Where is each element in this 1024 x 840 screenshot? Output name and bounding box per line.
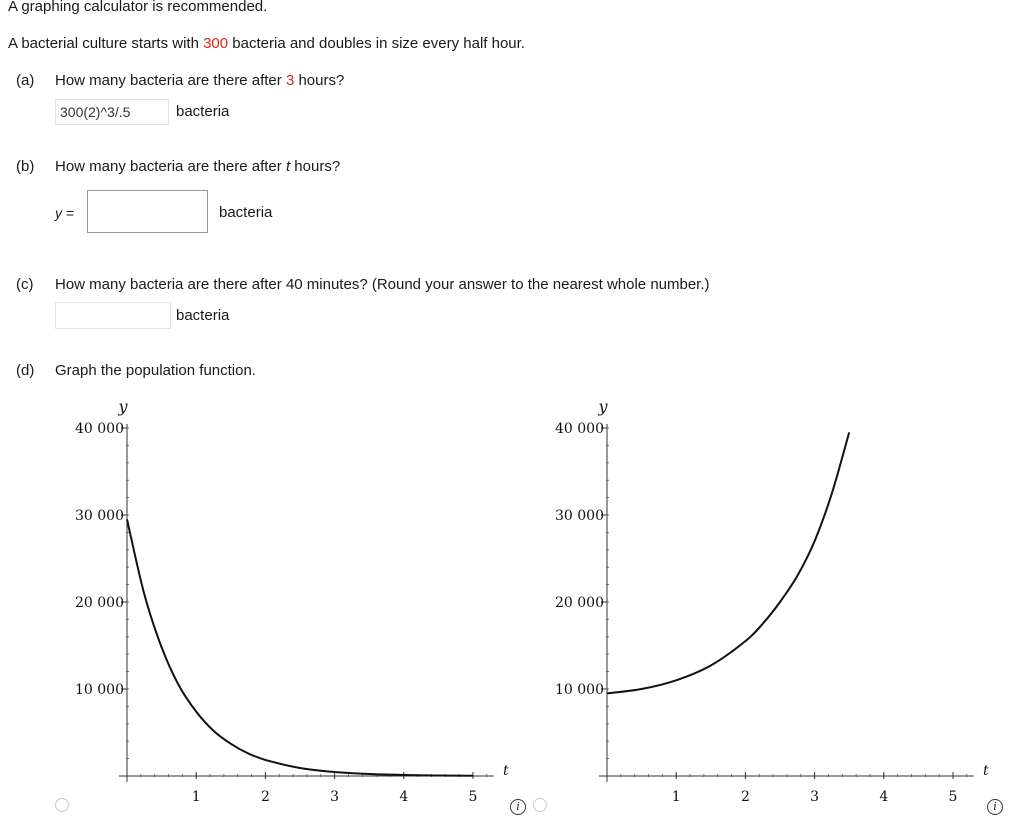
y-axis-label: y bbox=[598, 397, 608, 416]
x-axis-label: t bbox=[502, 763, 509, 779]
part-a-question-after: hours? bbox=[294, 72, 345, 89]
part-b-variable: t bbox=[285, 158, 291, 175]
problem-intro-before: A bacterial culture starts with bbox=[8, 35, 204, 52]
part-a-answer-input[interactable] bbox=[55, 99, 169, 125]
y-tick-label: 10 000 bbox=[555, 682, 604, 698]
part-b-question bbox=[55, 158, 340, 175]
graph-option-2[interactable] bbox=[520, 390, 990, 810]
y-tick-label: 40 000 bbox=[555, 421, 604, 437]
part-b-lhs-eq: = bbox=[62, 205, 75, 221]
part-b-question-before: How many bacteria are there after bbox=[55, 158, 286, 175]
x-tick-label: 1 bbox=[671, 789, 681, 805]
y-tick-label: 20 000 bbox=[75, 595, 124, 611]
part-a-unit: bacteria bbox=[176, 103, 230, 120]
part-d-letter: (d) bbox=[16, 362, 35, 379]
x-tick-label: 3 bbox=[330, 789, 340, 805]
part-c-unit: bacteria bbox=[176, 307, 230, 324]
part-a-letter: (a) bbox=[16, 72, 35, 89]
graph-2-radio-icon[interactable] bbox=[533, 798, 547, 812]
x-axis-label: t bbox=[982, 763, 989, 779]
part-b-letter: (b) bbox=[16, 158, 35, 175]
graph-2-info-icon[interactable]: i bbox=[987, 799, 1003, 815]
y-tick-label: 40 000 bbox=[75, 421, 124, 437]
graph-1-radio-icon[interactable] bbox=[55, 798, 69, 812]
series-line-1 bbox=[607, 432, 849, 693]
y-axis-label: y bbox=[118, 397, 128, 416]
part-b-lhs-var: y bbox=[55, 205, 62, 221]
part-c-question: How many bacteria are there after 40 minutes? (Round your answer to the nearest whole number.) bbox=[55, 276, 710, 293]
part-c-answer-input[interactable] bbox=[55, 302, 171, 329]
part-b-answer-input[interactable] bbox=[87, 190, 208, 233]
y-tick-label: 20 000 bbox=[555, 595, 604, 611]
x-tick-label: 5 bbox=[948, 789, 958, 805]
part-a-question-before: How many bacteria are there after bbox=[55, 72, 286, 89]
problem-statement bbox=[8, 35, 525, 52]
x-tick-label: 1 bbox=[191, 789, 201, 805]
part-b-lhs bbox=[55, 205, 74, 221]
y-tick-label: 10 000 bbox=[75, 682, 124, 698]
y-tick-label: 30 000 bbox=[555, 508, 604, 524]
graph-1-info-icon[interactable]: i bbox=[510, 799, 526, 815]
calculator-note: A graphing calculator is recommended. bbox=[8, 0, 268, 15]
part-d-question: Graph the population function. bbox=[55, 362, 256, 379]
graph-option-1[interactable] bbox=[40, 390, 510, 810]
initial-count: 300 bbox=[203, 35, 229, 52]
part-c-letter: (c) bbox=[16, 276, 34, 293]
x-tick-label: 4 bbox=[879, 789, 889, 805]
part-b-unit: bacteria bbox=[219, 204, 273, 221]
y-tick-label: 30 000 bbox=[75, 508, 124, 524]
x-tick-label: 4 bbox=[399, 789, 409, 805]
part-a-question bbox=[55, 72, 344, 89]
x-tick-label: 2 bbox=[740, 789, 750, 805]
series-line-1 bbox=[127, 519, 473, 775]
part-a-hours: 3 bbox=[285, 72, 295, 89]
part-b-question-after: hours? bbox=[290, 158, 341, 175]
x-tick-label: 3 bbox=[810, 789, 820, 805]
x-tick-label: 2 bbox=[260, 789, 270, 805]
problem-intro-after: bacteria and doubles in size every half hour. bbox=[228, 35, 525, 52]
x-tick-label: 5 bbox=[468, 789, 478, 805]
